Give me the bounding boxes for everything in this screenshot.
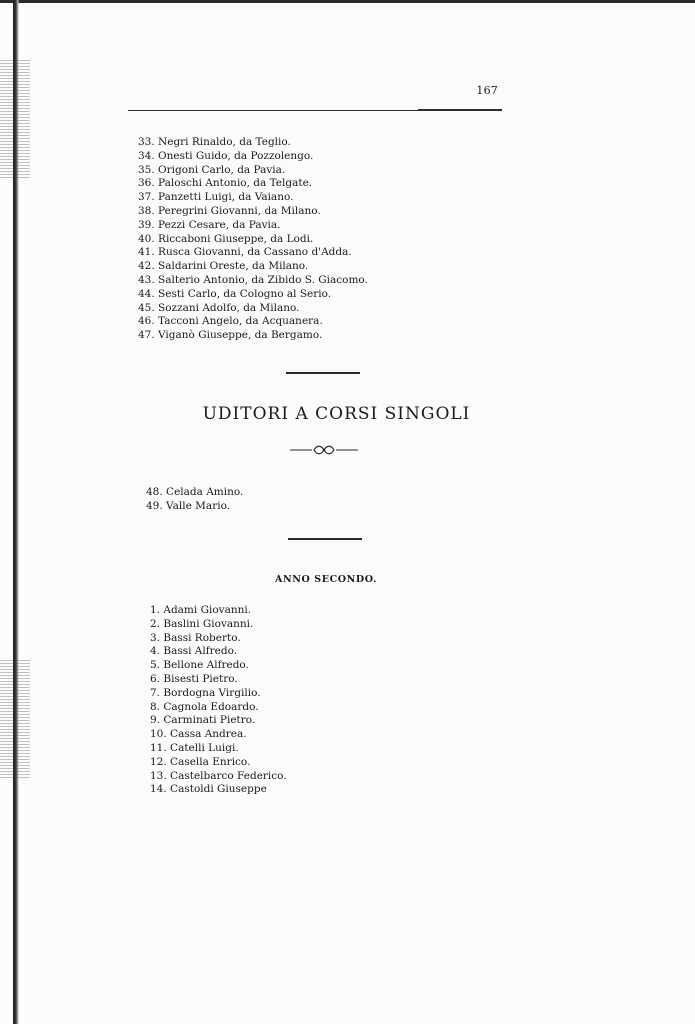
list-item: 34. Onesti Guido, da Pozzolengo. xyxy=(138,149,314,162)
auditors-list xyxy=(146,486,243,514)
ornament-flourish xyxy=(290,444,358,456)
list-item: 49. Valle Mario. xyxy=(146,499,231,512)
year-subheading: ANNO SECONDO. xyxy=(274,574,377,585)
list-item: 6. Bisesti Pietro. xyxy=(150,672,238,685)
list-item: 33. Negri Rinaldo, da Teglio. xyxy=(138,136,291,148)
list-item: 2. Baslini Giovanni. xyxy=(150,617,254,630)
list-item: 9. Carminati Pietro. xyxy=(150,714,256,727)
list-item: 37. Panzetti Luigi, da Vaiano. xyxy=(138,191,294,204)
list-item: 1. Adami Giovanni. xyxy=(150,604,252,616)
list-item: 45. Sozzani Adolfo, da Milano. xyxy=(138,301,300,314)
list-item: 39. Pezzi Cesare, da Pavia. xyxy=(138,218,281,231)
list-item: 42. Saldarini Oreste, da Milano. xyxy=(138,260,309,273)
second-year-list xyxy=(150,604,287,797)
section-heading-text: UDITORI A CORSI SINGOLI xyxy=(202,404,471,424)
list-item: 38. Peregrini Giovanni, da Milano. xyxy=(138,204,321,217)
list-item: 44. Sesti Carlo, da Cologno al Serio. xyxy=(138,287,332,300)
binding-speckle xyxy=(0,60,30,180)
header-rule-thick xyxy=(418,109,502,111)
list-item: 48. Celada Amino. xyxy=(146,486,244,498)
list-item: 3. Bassi Roberto. xyxy=(150,631,241,644)
list-item: 35. Origoni Carlo, da Pavia. xyxy=(138,163,286,176)
list-item: 36. Paloschi Antonio, da Telgate. xyxy=(138,177,313,190)
page-top-edge xyxy=(0,0,695,3)
page-number: 167 xyxy=(476,84,498,97)
list-item: 10. Cassa Andrea. xyxy=(150,728,247,741)
list-item: 11. Catelli Luigi. xyxy=(150,741,239,754)
list-item: 41. Rusca Giovanni, da Cassano d'Adda. xyxy=(138,246,352,259)
binding-speckle xyxy=(0,660,30,780)
list-item: 4. Bassi Alfredo. xyxy=(150,645,238,658)
list-item: 46. Tacconi Angelo, da Acquanera. xyxy=(138,315,323,328)
list-item: 5. Bellone Alfredo. xyxy=(150,659,249,672)
student-list-part1 xyxy=(138,136,368,343)
section-divider xyxy=(286,372,360,374)
list-item: 14. Castoldi Giuseppe xyxy=(150,783,267,796)
list-item: 43. Salterio Antonio, da Zibido S. Giacomo. xyxy=(138,273,368,286)
list-item: 13. Castelbarco Federico. xyxy=(150,769,287,782)
list-item: 12. Casella Enrico. xyxy=(150,755,251,768)
list-item: 8. Cagnola Edoardo. xyxy=(150,700,259,713)
section-heading xyxy=(0,404,645,424)
list-item: 7. Bordogna Virgilio. xyxy=(150,686,261,699)
list-item: 47. Viganò Giuseppe, da Bergamo. xyxy=(138,329,323,342)
section-divider xyxy=(288,538,362,540)
list-item: 40. Riccaboni Giuseppe, da Lodi. xyxy=(138,232,314,245)
